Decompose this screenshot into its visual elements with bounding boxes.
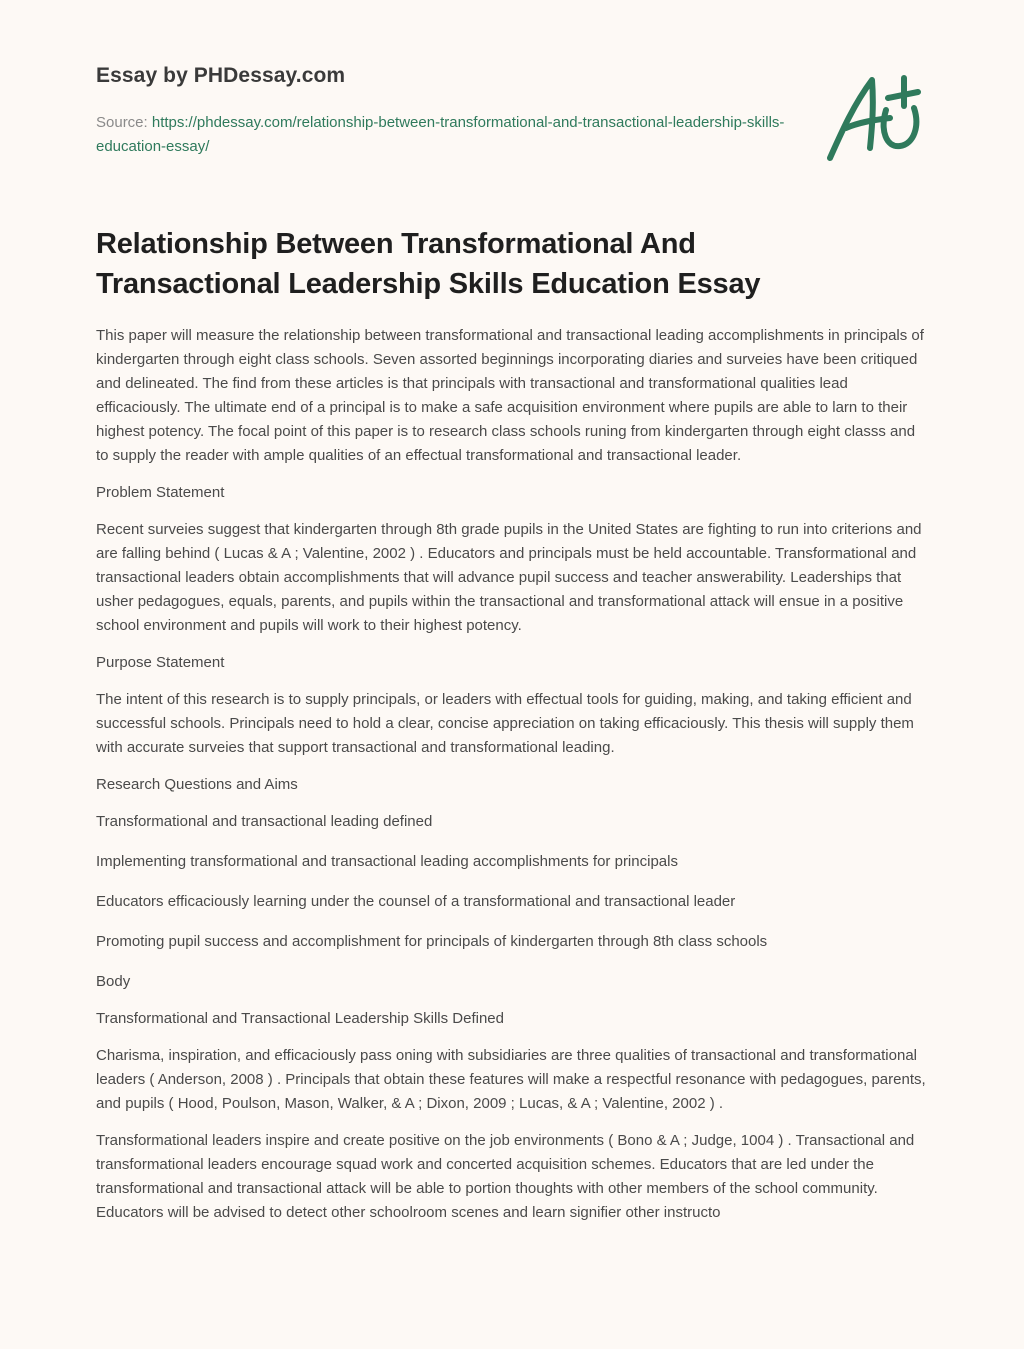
essay-title: Relationship Between Transformational And Transactional Leadership Skills Education Essay xyxy=(96,228,761,300)
problem-paragraph: Recent surveies suggest that kindergarten through 8th grade pupils in the United States are fighting to run into criterions and are falling behind ( Lucas & A ; Valentine, 2002 ) . Educators and principals must be held accountable. Transformational and transactional leaders obtain accomplishments that will advance pupil success and teacher answerability. Leaderships that usher pedagogues, equals, parents, and pupils within the transactional and transformational attack will ensue in a positive school environment and pupils will work to their highest potency. xyxy=(96,521,922,634)
purpose-paragraph: The intent of this research is to supply principals, or leaders with effectual tools for guiding, making, and taking efficient and successful schools. Principals need to hold a clear, concise appreciation on taking efficaciously. This thesis will supply them with accurate surveies that support transactional and transformational leading. xyxy=(96,691,914,756)
research-aim-item: Promoting pupil success and accomplishment for principals of kindergarten through 8th class schools xyxy=(96,933,768,950)
body-paragraph: Charisma, inspiration, and efficaciously pass oning with subsidiaries are three qualities of transactional and transformational leaders ( Anderson, 2008 ) . Principals that obtain these features will make a respectful resonance with pedagogues, parents, and pupils ( Hood, Poulson, Mason, Walker, & A ; Dixon, 2009 ; Lucas, & A ; Valentine, 2002 ) . xyxy=(96,1047,926,1112)
site-brand: Essay by PHDessay.com xyxy=(96,64,346,87)
section-heading-body: Body xyxy=(96,973,131,990)
section-heading-skills-defined: Transformational and Transactional Leadership Skills Defined xyxy=(96,1010,504,1027)
a-plus-grade-icon xyxy=(822,66,932,166)
section-heading-research-questions: Research Questions and Aims xyxy=(96,776,298,793)
section-heading-problem-statement: Problem Statement xyxy=(96,484,225,501)
intro-paragraph: This paper will measure the relationship between transformational and transactional leading accomplishments in principals of kindergarten through eight class schools. Seven assorted beginnings incorporating diaries and surveies have been critiqued and delineated. The find from these articles is that principals with transactional and transformational qualities lead efficaciously. The ultimate end of a principal is to make a safe acquisition environment where pupils are able to larn to their highest potency. The focal point of this paper is to research class schools runing from kindergarten through eight classs and to supply the reader with ample qualities of an effectual transformational and transactional leader. xyxy=(96,327,924,464)
research-aim-item: Transformational and transactional leading defined xyxy=(96,813,433,830)
research-aim-item: Educators efficaciously learning under the counsel of a transformational and transactional leader xyxy=(96,893,736,910)
essay-page xyxy=(96,0,928,1221)
section-heading-purpose-statement: Purpose Statement xyxy=(96,654,225,671)
source-link[interactable]: https://phdessay.com/relationship-between-transformational-and-transactional-leadership-skills-education-essay/ xyxy=(96,114,785,155)
essay-body xyxy=(96,324,928,1238)
source-line xyxy=(96,111,796,159)
source-label: Source: xyxy=(96,114,152,131)
page-header xyxy=(96,0,928,190)
body-paragraph: Transformational leaders inspire and create positive on the job environments ( Bono & A ; Judge, 1004 ) . Transactional and transformational leaders encourage squad work and concerted acquisition schemes. Educators that are led under the transformational and transactional attack will be able to portion thoughts with other members of the school community. Educators will be advised to detect other schoolroom scenes and learn signifier other instructo xyxy=(96,1132,915,1221)
research-aim-item: Implementing transformational and transactional leading accomplishments for principals xyxy=(96,853,678,870)
